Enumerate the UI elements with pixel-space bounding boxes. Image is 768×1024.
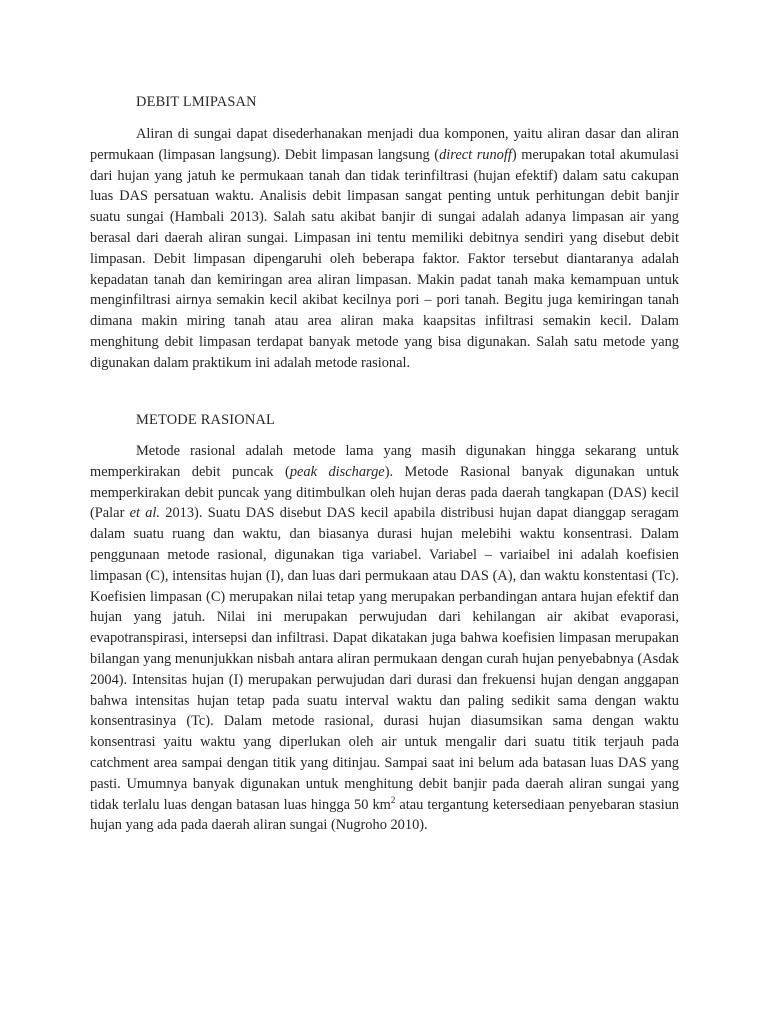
paragraph-text: Aliran di sungai dapat disederhanakan menjadi dua komponen, yaitu aliran dasar dan aliran permukaan (limpasan langsung). Debit limpasan langsung ( (90, 126, 679, 163)
section-heading-debit-limpasan: DEBIT LMIPASAN (136, 94, 257, 110)
italic-term-direct-runoff: direct runoff (439, 146, 512, 163)
section-heading-metode-rasional: METODE RASIONAL (136, 412, 276, 428)
italic-term-peak-discharge: peak discharge (289, 463, 385, 480)
paragraph-text: 2013). Suatu DAS disebut DAS kecil apabila distribusi hujan dapat dianggap seragam dalam suatu ruang dan waktu, dan biasanya durasi hujan melebihi waktu konsentrasi. Dalam penggunaan metode rasional, digunakan tiga variabel. Variabel – variaibel ini adalah koefisien limpasan (C), intensitas hujan (I), dan luas dari permukaan atau DAS (A), dan waktu konstentasi (Tc). Koefisien limpasan (C) merupakan nilai tetap yang merupakan perbandingan antara hujan efektif dan hujan yang jatuh. Nilai ini merupakan perwujudan dari kehilangan air akibat evaporasi, evapotranspirasi, intersepsi dan infiltrasi. Dapat dikatakan juga bahwa koefisien limpasan merupakan bilangan yang menunjukkan nisbah antara aliran permukaan dengan curah hujan penyebabnya (Asdak 2004). Intensitas hujan (I) merupakan perwujudan dari durasi dan frekuensi hujan dengan anggapan bahwa intensitas hujan tetap pada suatu interval waktu dan paling sedikit sama dengan waktu konsentrasinya (Tc). Dalam metode rasional, durasi hujan diasumsikan sama dengan waktu konsentrasi yaitu waktu yang diperlukan oleh air untuk mengalir dari suatu titik terjauh pada catchment area sampai dengan titik yang ditinjau. Sampai saat ini belum ada batasan luas DAS yang pasti. Umumnya banyak digunakan untuk menghitung debit banjir pada daerah aliran sungai yang tidak terlalu luas dengan batasan luas hingga 50 km (90, 505, 679, 813)
paragraph-text: ) merupakan total akumulasi dari hujan yang jatuh ke permukaan tanah dan tidak terinfiltrasi (hujan efektif) dalam satu cakupan luas DAS persatuan waktu. Analisis debit limpasan sangat penting untuk perhitungan debit banjir suatu sungai (Hambali 2013). Salah satu akibat banjir di sungai adalah adanya limpasan air yang berasal dari daerah aliran sungai. Limpasan ini tentu memiliki debitnya sendiri yang disebut debit limpasan. Debit limpasan dipengaruhi oleh beberapa faktor. Faktor tersebut diantaranya adalah kepadatan tanah dan kemiringan area aliran limpasan. Makin padat tanah maka kemampuan untuk menginfiltrasi airnya semakin kecil akibat kecilnya pori – pori tanah. Begitu juga kemiringan tanah dimana makin miring tanah atau area aliran maka kaapsitas infiltrasi semakin kecil. Dalam menghitung debit limpasan terdapat banyak metode yang bisa digunakan. Salah satu metode yang digunakan dalam praktikum ini adalah metode rasional. (90, 146, 680, 371)
paragraph-text: ). Metode Rasional banyak digunakan untuk memperkirakan debit puncak yang ditimbulkan oleh hujan deras pada daerah tangkapan (DAS) kecil (Palar (90, 463, 680, 522)
paragraph-text: Metode rasional adalah metode lama yang masih digunakan hingga sekarang untuk memperkirakan debit puncak ( (90, 443, 679, 480)
italic-et-al: et al. (129, 505, 161, 522)
superscript-exponent: 2 (390, 794, 396, 805)
paragraph-metode-rasional (90, 441, 679, 836)
paragraph-debit-limpasan (90, 124, 679, 374)
paragraph-text: atau tergantung ketersediaan penyebaran stasiun hujan yang ada pada daerah aliran sungai (Nugroho 2010). (90, 796, 679, 834)
